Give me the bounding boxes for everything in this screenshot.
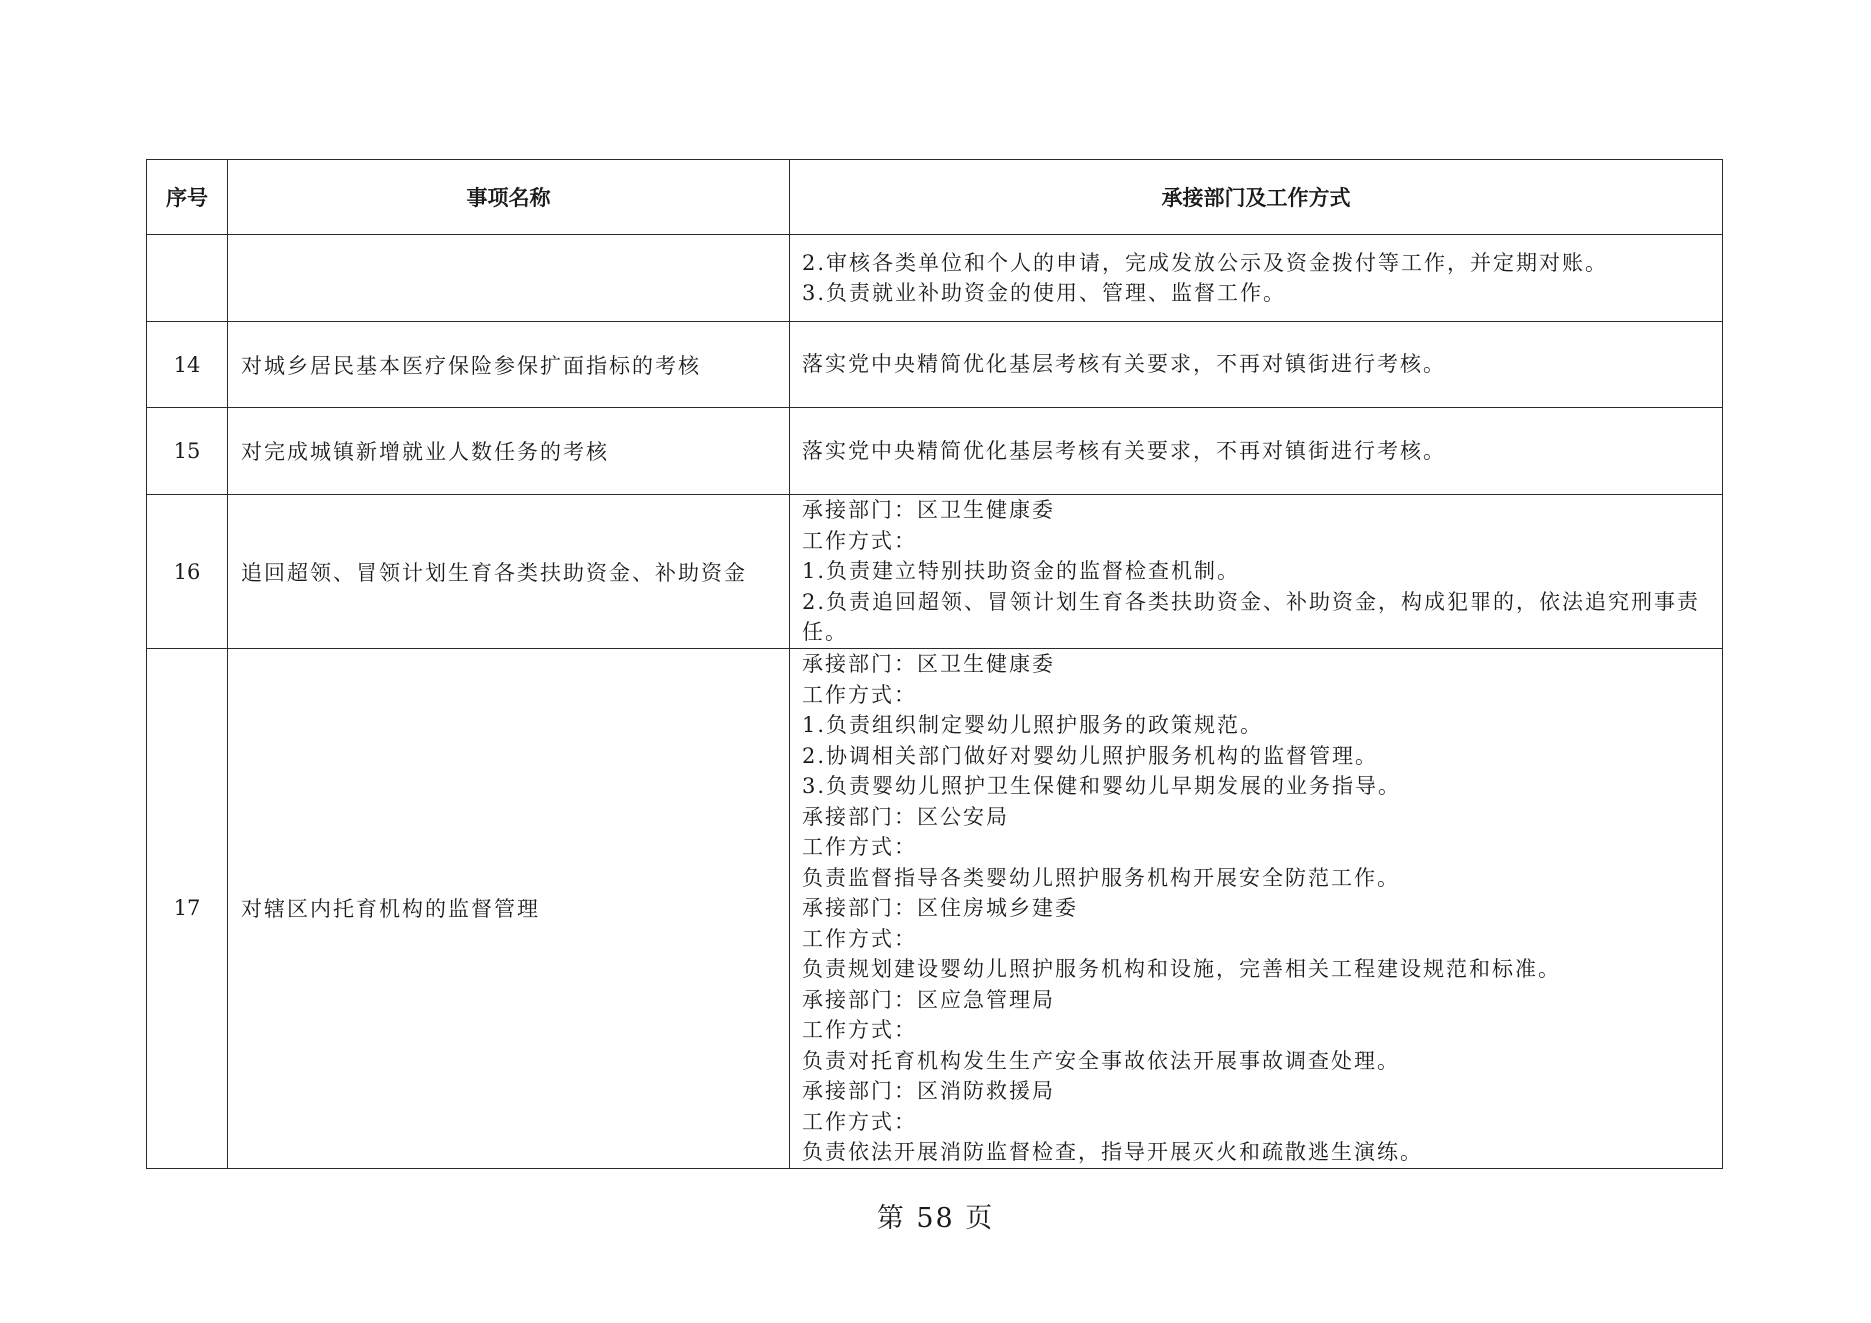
row-name-cell	[228, 235, 790, 322]
method-line: 落实党中央精简优化基层考核有关要求，不再对镇街进行考核。	[802, 438, 1446, 463]
method-line: 承接部门：区消防救援局	[802, 1079, 1055, 1103]
method-line: 工作方式：	[802, 682, 917, 707]
method-line: 负责监督指导各类婴幼儿照护服务机构开展安全防范工作。	[802, 865, 1400, 890]
method-line: 承接部门：区公安局	[802, 804, 1009, 829]
table-row	[147, 322, 1723, 408]
table-row	[147, 408, 1723, 495]
table-row-continuation	[147, 235, 1723, 322]
method-line: 3.负责就业补助资金的使用、管理、监督工作。	[802, 281, 1287, 305]
page-number: 第 58 页	[876, 1203, 995, 1234]
row-no-cell: 14	[147, 322, 228, 408]
header-name: 事项名称	[228, 160, 790, 235]
table-row	[147, 649, 1723, 1169]
method-line: 承接部门：区应急管理局	[802, 987, 1055, 1012]
row-no-cell: 17	[147, 649, 228, 1169]
row-no-cell	[147, 235, 228, 322]
row-method-cell	[790, 649, 1723, 1169]
method-line: 工作方式：	[802, 926, 917, 951]
method-line: 负责对托育机构发生生产安全事故依法开展事故调查处理。	[802, 1048, 1400, 1073]
method-line: 落实党中央精简优化基层考核有关要求，不再对镇街进行考核。	[802, 352, 1446, 377]
method-line: 承接部门：区住房城乡建委	[802, 896, 1078, 920]
row-method-cell	[790, 235, 1723, 322]
method-line: 负责依法开展消防监督检查，指导开展灭火和疏散逃生演练。	[802, 1140, 1423, 1164]
table-row	[147, 495, 1723, 649]
row-name-cell: 对完成城镇新增就业人数任务的考核	[228, 408, 790, 495]
method-line: 工作方式：	[802, 1109, 917, 1134]
method-line: 2.负责追回超领、冒领计划生育各类扶助资金、补助资金，构成犯罪的，依法追究刑事责任。	[802, 589, 1701, 645]
method-line: 工作方式：	[802, 528, 917, 553]
row-no-cell: 15	[147, 408, 228, 495]
row-method-cell	[790, 408, 1723, 495]
header-method: 承接部门及工作方式	[790, 160, 1723, 235]
row-name-cell: 对城乡居民基本医疗保险参保扩面指标的考核	[228, 322, 790, 408]
row-name-cell: 对辖区内托育机构的监督管理	[228, 649, 790, 1169]
method-line: 工作方式：	[802, 1018, 917, 1042]
method-line: 2.审核各类单位和个人的申请，完成发放公示及资金拨付等工作，并定期对账。	[802, 250, 1609, 275]
method-line: 工作方式：	[802, 835, 917, 859]
items-table	[146, 159, 1723, 1169]
method-line: 负责规划建设婴幼儿照护服务机构和设施，完善相关工程建设规范和标准。	[802, 957, 1561, 981]
method-line: 2.协调相关部门做好对婴幼儿照护服务机构的监督管理。	[802, 743, 1379, 768]
method-line: 承接部门：区卫生健康委	[802, 498, 1055, 523]
method-line: 承接部门：区卫生健康委	[802, 652, 1055, 676]
row-name-cell: 追回超领、冒领计划生育各类扶助资金、补助资金	[228, 495, 790, 649]
method-line: 1.负责建立特别扶助资金的监督检查机制。	[802, 559, 1241, 584]
method-line: 3.负责婴幼儿照护卫生保健和婴幼儿早期发展的业务指导。	[802, 774, 1402, 798]
row-no-cell: 16	[147, 495, 228, 649]
method-line: 1.负责组织制定婴幼儿照护服务的政策规范。	[802, 713, 1264, 737]
row-method-cell	[790, 495, 1723, 649]
header-no: 序号	[147, 160, 228, 235]
row-method-cell	[790, 322, 1723, 408]
table-header-row	[147, 160, 1723, 235]
